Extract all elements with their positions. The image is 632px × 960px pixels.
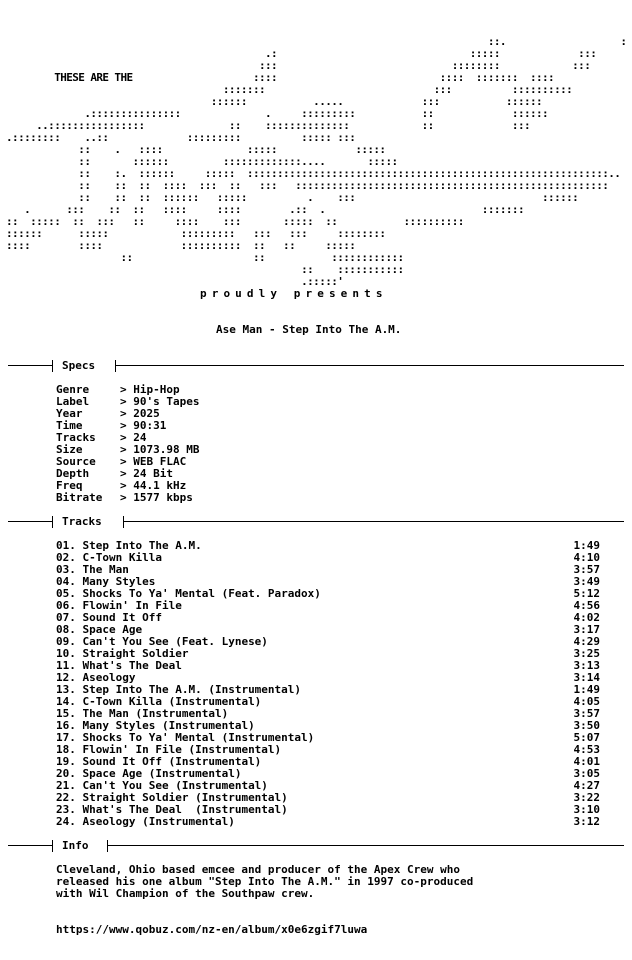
track-row: 19. Sound It Off (Instrumental) 4:01 [56, 755, 600, 768]
track-row: 14. C-Town Killa (Instrumental) 4:05 [56, 695, 600, 708]
track-row: 07. Sound It Off 4:02 [56, 611, 600, 624]
spec-row-genre: Genre > Hip-Hop [56, 383, 180, 396]
source-url: https://www.qobuz.com/nz-en/album/x0e6zgif7luwa [56, 923, 368, 936]
track-row: 23. What's The Deal (Instrumental) 3:10 [56, 803, 600, 816]
specs-section-divider [8, 360, 624, 372]
track-row: 10. Straight Soldier 3:25 [56, 647, 600, 660]
track-row: 06. Flowin' In File 4:56 [56, 599, 600, 612]
track-row: 16. Many Styles (Instrumental) 3:50 [56, 719, 600, 732]
info-heading: Info [62, 839, 89, 852]
tracks-heading: Tracks [62, 515, 102, 528]
track-row: 17. Shocks To Ya' Mental (Instrumental) 5:07 [56, 731, 600, 744]
spec-row-size: Size > 1073.98 MB [56, 443, 200, 456]
track-row: 24. Aseology (Instrumental) 3:12 [56, 815, 600, 828]
spec-row-tracks: Tracks > 24 [56, 431, 147, 444]
track-row: 08. Space Age 3:17 [56, 623, 600, 636]
spec-row-time: Time > 90:31 [56, 419, 167, 432]
info-section-divider [8, 840, 624, 852]
track-row: 09. Can't You See (Feat. Lynese) 4:29 [56, 635, 600, 648]
spec-row-bitrate: Bitrate > 1577 kbps [56, 491, 193, 504]
spec-row-year: Year > 2025 [56, 407, 160, 420]
track-row: 11. What's The Deal 3:13 [56, 659, 600, 672]
spec-row-label: Label > 90's Tapes [56, 395, 200, 408]
specs-list [56, 384, 199, 504]
track-row: 01. Step Into The A.M. 1:49 [56, 539, 600, 552]
ascii-art-logo: ::. : .: ::::: ::: ::: :::::::: ::: THESE ARE THE :::: :::: ::::::: :::: ::::::: ::: :::::::::: :::::: ..... ::: :::::: .::::::::::::::: . ::::::::: :: :::::: ..:::::::::::::::: :: :::::::::::::: :: ::: .:::::::: ..:: ::::::::: ::::: ::: :: . :::: ::::: ::::: :: :::::: :::::::::::::.... ::::: :: :. :::::: ::::: ::::::::::::::::::::::::::::::::::::::::::::::::::::::::::::.. :: :: :: :::: ::: :: ::: :::::::::::::::::::::::::::::::::::::::::::::::::::: :: :: :: :::::: ::::: . ::: :::::: . ::: :: :: :::: :::: .:: . ::::::: :: ::::: :: ::: :: :::: ::: ::::: :: :::::::::: :::::: ::::: ::::::::: ::: ::: :::::::: :::: :::: :::::::::: :: :: ::::: :: :: :::::::::::: :: ::::::::::: .:::::' [6, 35, 627, 288]
track-row: 18. Flowin' In File (Instrumental) 4:53 [56, 743, 600, 756]
track-row: 02. C-Town Killa 4:10 [56, 551, 600, 564]
track-row: 03. The Man 3:57 [56, 563, 600, 576]
spec-row-source: Source > WEB FLAC [56, 455, 187, 468]
track-row: 15. The Man (Instrumental) 3:57 [56, 707, 600, 720]
tracks-section-divider [8, 516, 624, 528]
info-description: Cleveland, Ohio based emcee and producer of the Apex Crew who released his one album "Step Into The A.M." in 1997 co-produced with Wil Champion of the Southpaw crew. [56, 863, 474, 900]
track-row: 20. Space Age (Instrumental) 3:05 [56, 767, 600, 780]
spec-row-freq: Freq > 44.1 kHz [56, 479, 187, 492]
track-row: 13. Step Into The A.M. (Instrumental) 1:49 [56, 683, 600, 696]
presents-tagline: proudly presents [200, 287, 388, 300]
track-row: 22. Straight Soldier (Instrumental) 3:22 [56, 791, 600, 804]
track-row: 05. Shocks To Ya' Mental (Feat. Paradox) 5:12 [56, 587, 600, 600]
track-row: 21. Can't You See (Instrumental) 4:27 [56, 779, 600, 792]
track-row: 12. Aseology 3:14 [56, 671, 600, 684]
release-title: Ase Man - Step Into The A.M. [216, 323, 402, 336]
specs-heading: Specs [62, 359, 96, 372]
tracklist [56, 540, 600, 828]
track-row: 04. Many Styles 3:49 [56, 575, 600, 588]
spec-row-depth: Depth > 24 Bit [56, 467, 173, 480]
